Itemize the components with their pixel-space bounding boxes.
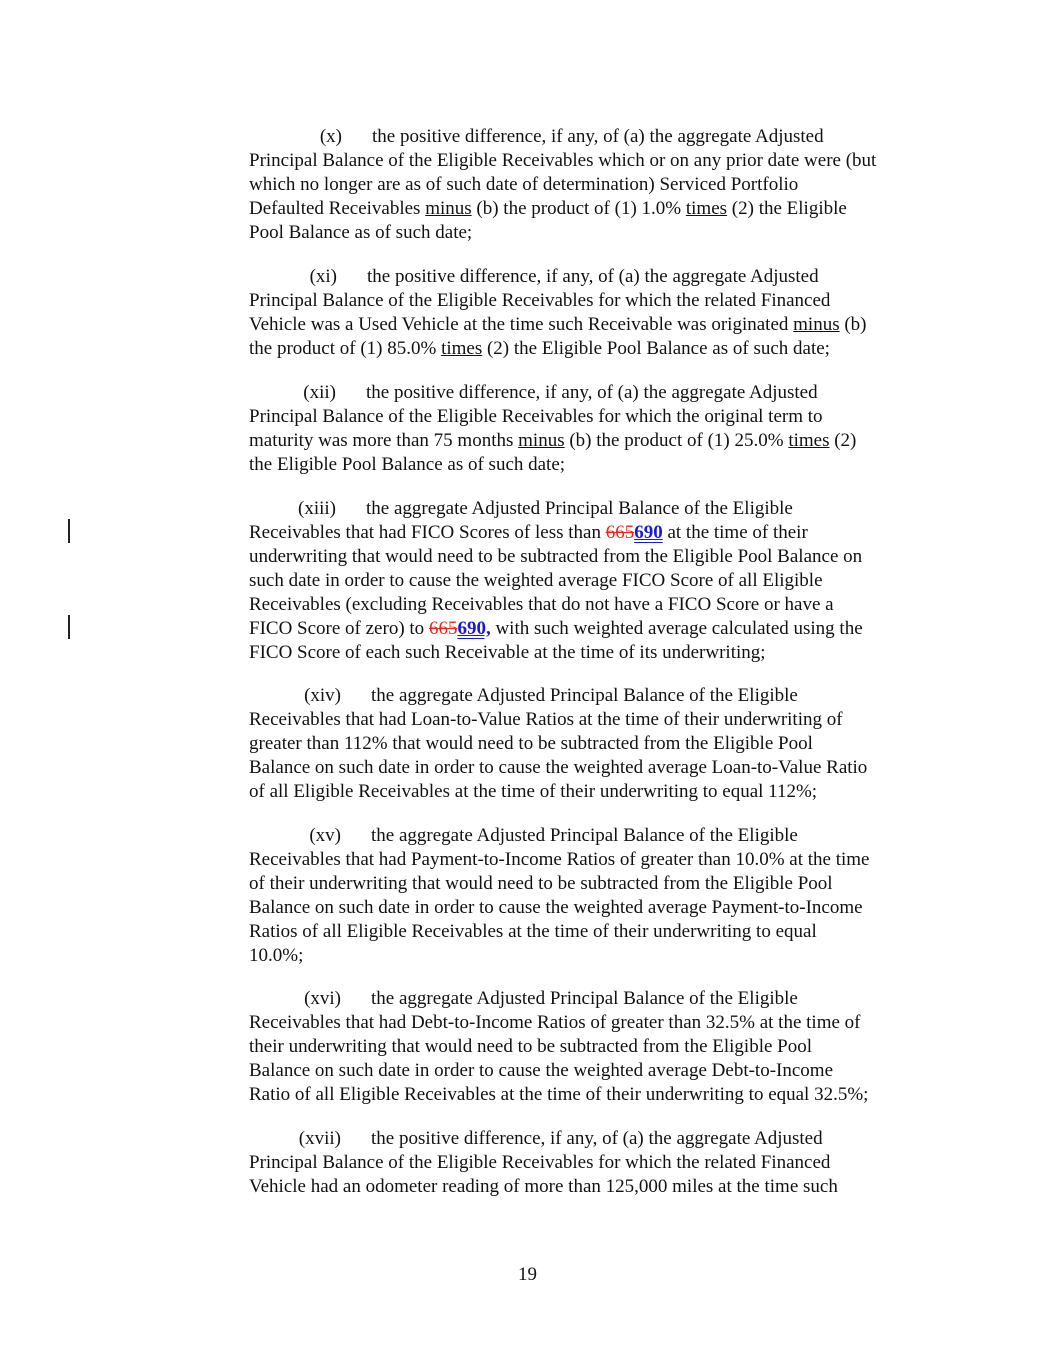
revision-change-bar: [68, 615, 70, 639]
underlined-term: minus: [793, 314, 840, 335]
clause-label: (xv): [309, 825, 341, 846]
underlined-term: times: [788, 430, 830, 451]
clause-xiii: (xiii) the aggregate Adjusted Principal Balance of the Eligible Receivables that had FICO Scores of less than 665690 at the time of their underwriting that would need to be subtracted from the Eligible Pool Balance on such date in order to cause the weighted average FICO Score of all Eligible Receivables (excluding Receivables that do not have a FICO Score or have a FICO Score of zero) to 665690, with such weighted average calculated using the FICO Score of each such Receivable at the time of its underwriting;: [249, 498, 863, 663]
page-number: 19: [518, 1264, 537, 1285]
underlined-term: minus: [518, 430, 565, 451]
deleted-text: 665: [605, 522, 635, 543]
clause-label: (xiv): [304, 685, 341, 706]
clause-x: (x) the positive difference, if any, of (a) the aggregate Adjusted Principal Balance of the Eligible Receivables which or on any prior date were (but which no longer are as of such date of determination) Serviced Portfolio Defaulted Receivables minus (b) the product of (1) 1.0% times (2) the Eligible Pool Balance as of such date;: [249, 126, 877, 243]
deleted-text: 665: [428, 618, 458, 639]
clause-label: (xvii): [298, 1128, 341, 1149]
underlined-term: times: [441, 338, 483, 359]
clause-label: (xii): [303, 382, 336, 403]
clause-label: (xvi): [304, 988, 341, 1009]
clause-xvii: (xvii) the positive difference, if any, of (a) the aggregate Adjusted Principal Balance of the Eligible Receivables for which the related Financed Vehicle had an odometer reading of more than 125,000 miles at the time such: [249, 1128, 838, 1197]
inserted-text: 690,: [457, 618, 491, 639]
revision-change-bar: [68, 519, 70, 543]
underlined-term: minus: [425, 198, 472, 219]
clause-label: (x): [319, 126, 342, 147]
clause-label: (xi): [309, 266, 337, 287]
clause-xvi: (xvi) the aggregate Adjusted Principal Balance of the Eligible Receivables that had Debt-to-Income Ratios of greater than 32.5% at the time of their underwriting that would need to be subtracted from the Eligible Pool Balance on such date in order to cause the weighted average Debt-to-Income Ratio of all Eligible Receivables at the time of their underwriting to equal 32.5%;: [249, 988, 869, 1105]
underlined-term: times: [685, 198, 728, 219]
clause-label: (xiii): [298, 498, 336, 519]
inserted-text: 690: [634, 522, 663, 543]
clause-xii: (xii) the positive difference, if any, of (a) the aggregate Adjusted Principal Balance of the Eligible Receivables for which the original term to maturity was more than 75 months minus (b) the product of (1) 25.0% times (2) the Eligible Pool Balance as of such date;: [249, 382, 857, 475]
clause-xi: (xi) the positive difference, if any, of (a) the aggregate Adjusted Principal Balance of the Eligible Receivables for which the related Financed Vehicle was a Used Vehicle at the time such Receivable was originated minus (b) the product of (1) 85.0% times (2) the Eligible Pool Balance as of such date;: [249, 266, 867, 359]
clause-xiv: (xiv) the aggregate Adjusted Principal Balance of the Eligible Receivables that had Loan-to-Value Ratios at the time of their underwriting of greater than 112% that would need to be subtracted from the Eligible Pool Balance on such date in order to cause the weighted average Loan-to-Value Ratio of all Eligible Receivables at the time of their underwriting to equal 112%;: [249, 685, 868, 802]
clause-xv: (xv) the aggregate Adjusted Principal Balance of the Eligible Receivables that had Payment-to-Income Ratios of greater than 10.0% at the time of their underwriting that would need to be subtracted from the Eligible Pool Balance on such date in order to cause the weighted average Payment-to-Income Ratios of all Eligible Receivables at the time of their underwriting to equal 10.0%;: [249, 825, 870, 966]
